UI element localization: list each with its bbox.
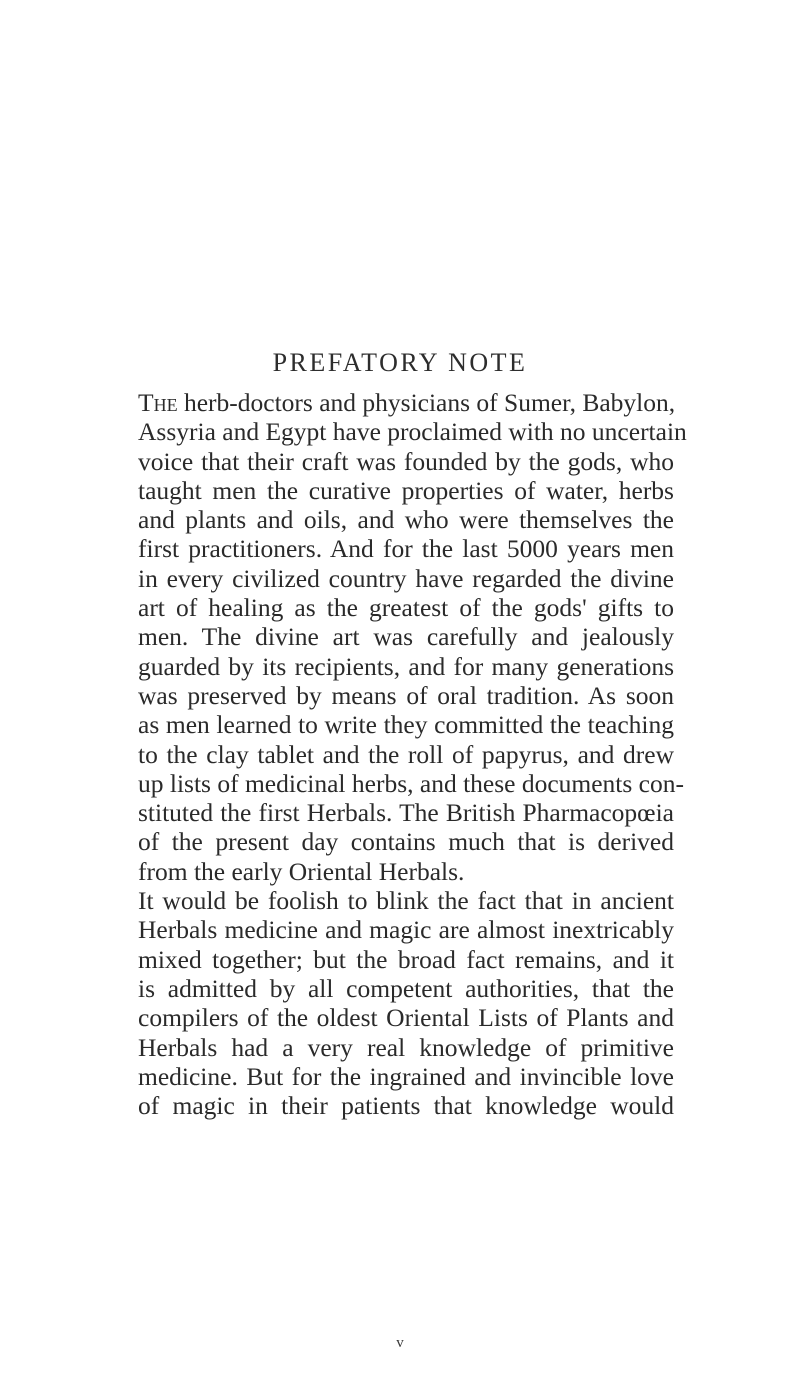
text-line: up lists of medicinal herbs, and these documents con- (138, 768, 684, 798)
text-line: Herbals had a very real knowledge of primitive (138, 1032, 674, 1062)
text-line: mixed together; but the broad fact remains, and it (138, 944, 674, 974)
text-line: as men learned to write they committed the teaching (138, 710, 674, 740)
text-line: men. The divine art was carefully and jealously (138, 622, 674, 652)
text-line: medicine. But for the ingrained and invincible love (138, 1061, 674, 1091)
text-line: Herbals medicine and magic are almost inextricably (138, 915, 674, 945)
paragraph-1-line-1 (138, 388, 674, 417)
text-line: compilers of the oldest Oriental Lists of Plants and (138, 1003, 674, 1033)
text-line: stituted the first Herbals. The British Pharmacopœia (138, 798, 674, 828)
prefatory-text (138, 388, 687, 1121)
text-line: to the clay tablet and the roll of papyrus, and drew (138, 739, 674, 769)
text-line: taught men the curative properties of water, herbs (138, 475, 674, 505)
text-line: Assyria and Egypt have proclaimed with no uncertain (138, 417, 687, 447)
text-line: of the present day contains much that is derived (138, 827, 674, 857)
first-line-text: herb-doctors and physicians of Sumer, Babylon, (177, 388, 676, 417)
text-line: in every civilized country have regarded the divine (138, 563, 674, 593)
text-line: art of healing as the greatest of the gods' gifts to (138, 593, 674, 623)
text-line: first practitioners. And for the last 5000 years men (138, 534, 674, 564)
page-heading: PREFATORY NOTE (272, 348, 528, 377)
text-line: is admitted by all competent authorities, that the (138, 973, 674, 1003)
opening-word: The (138, 388, 178, 417)
text-line: It would be foolish to blink the fact that in ancient (138, 886, 674, 916)
text-line: and plants and oils, and who were themselves the (138, 505, 674, 535)
text-line: of magic in their patients that knowledge would (138, 1091, 674, 1121)
text-line: was preserved by means of oral tradition. As soon (138, 680, 674, 710)
text-line: from the early Oriental Herbals. (138, 856, 465, 886)
text-line: guarded by its recipients, and for many generations (138, 651, 674, 681)
page-number: v (396, 1335, 404, 1351)
text-line: voice that their craft was founded by the gods, who (138, 446, 674, 476)
